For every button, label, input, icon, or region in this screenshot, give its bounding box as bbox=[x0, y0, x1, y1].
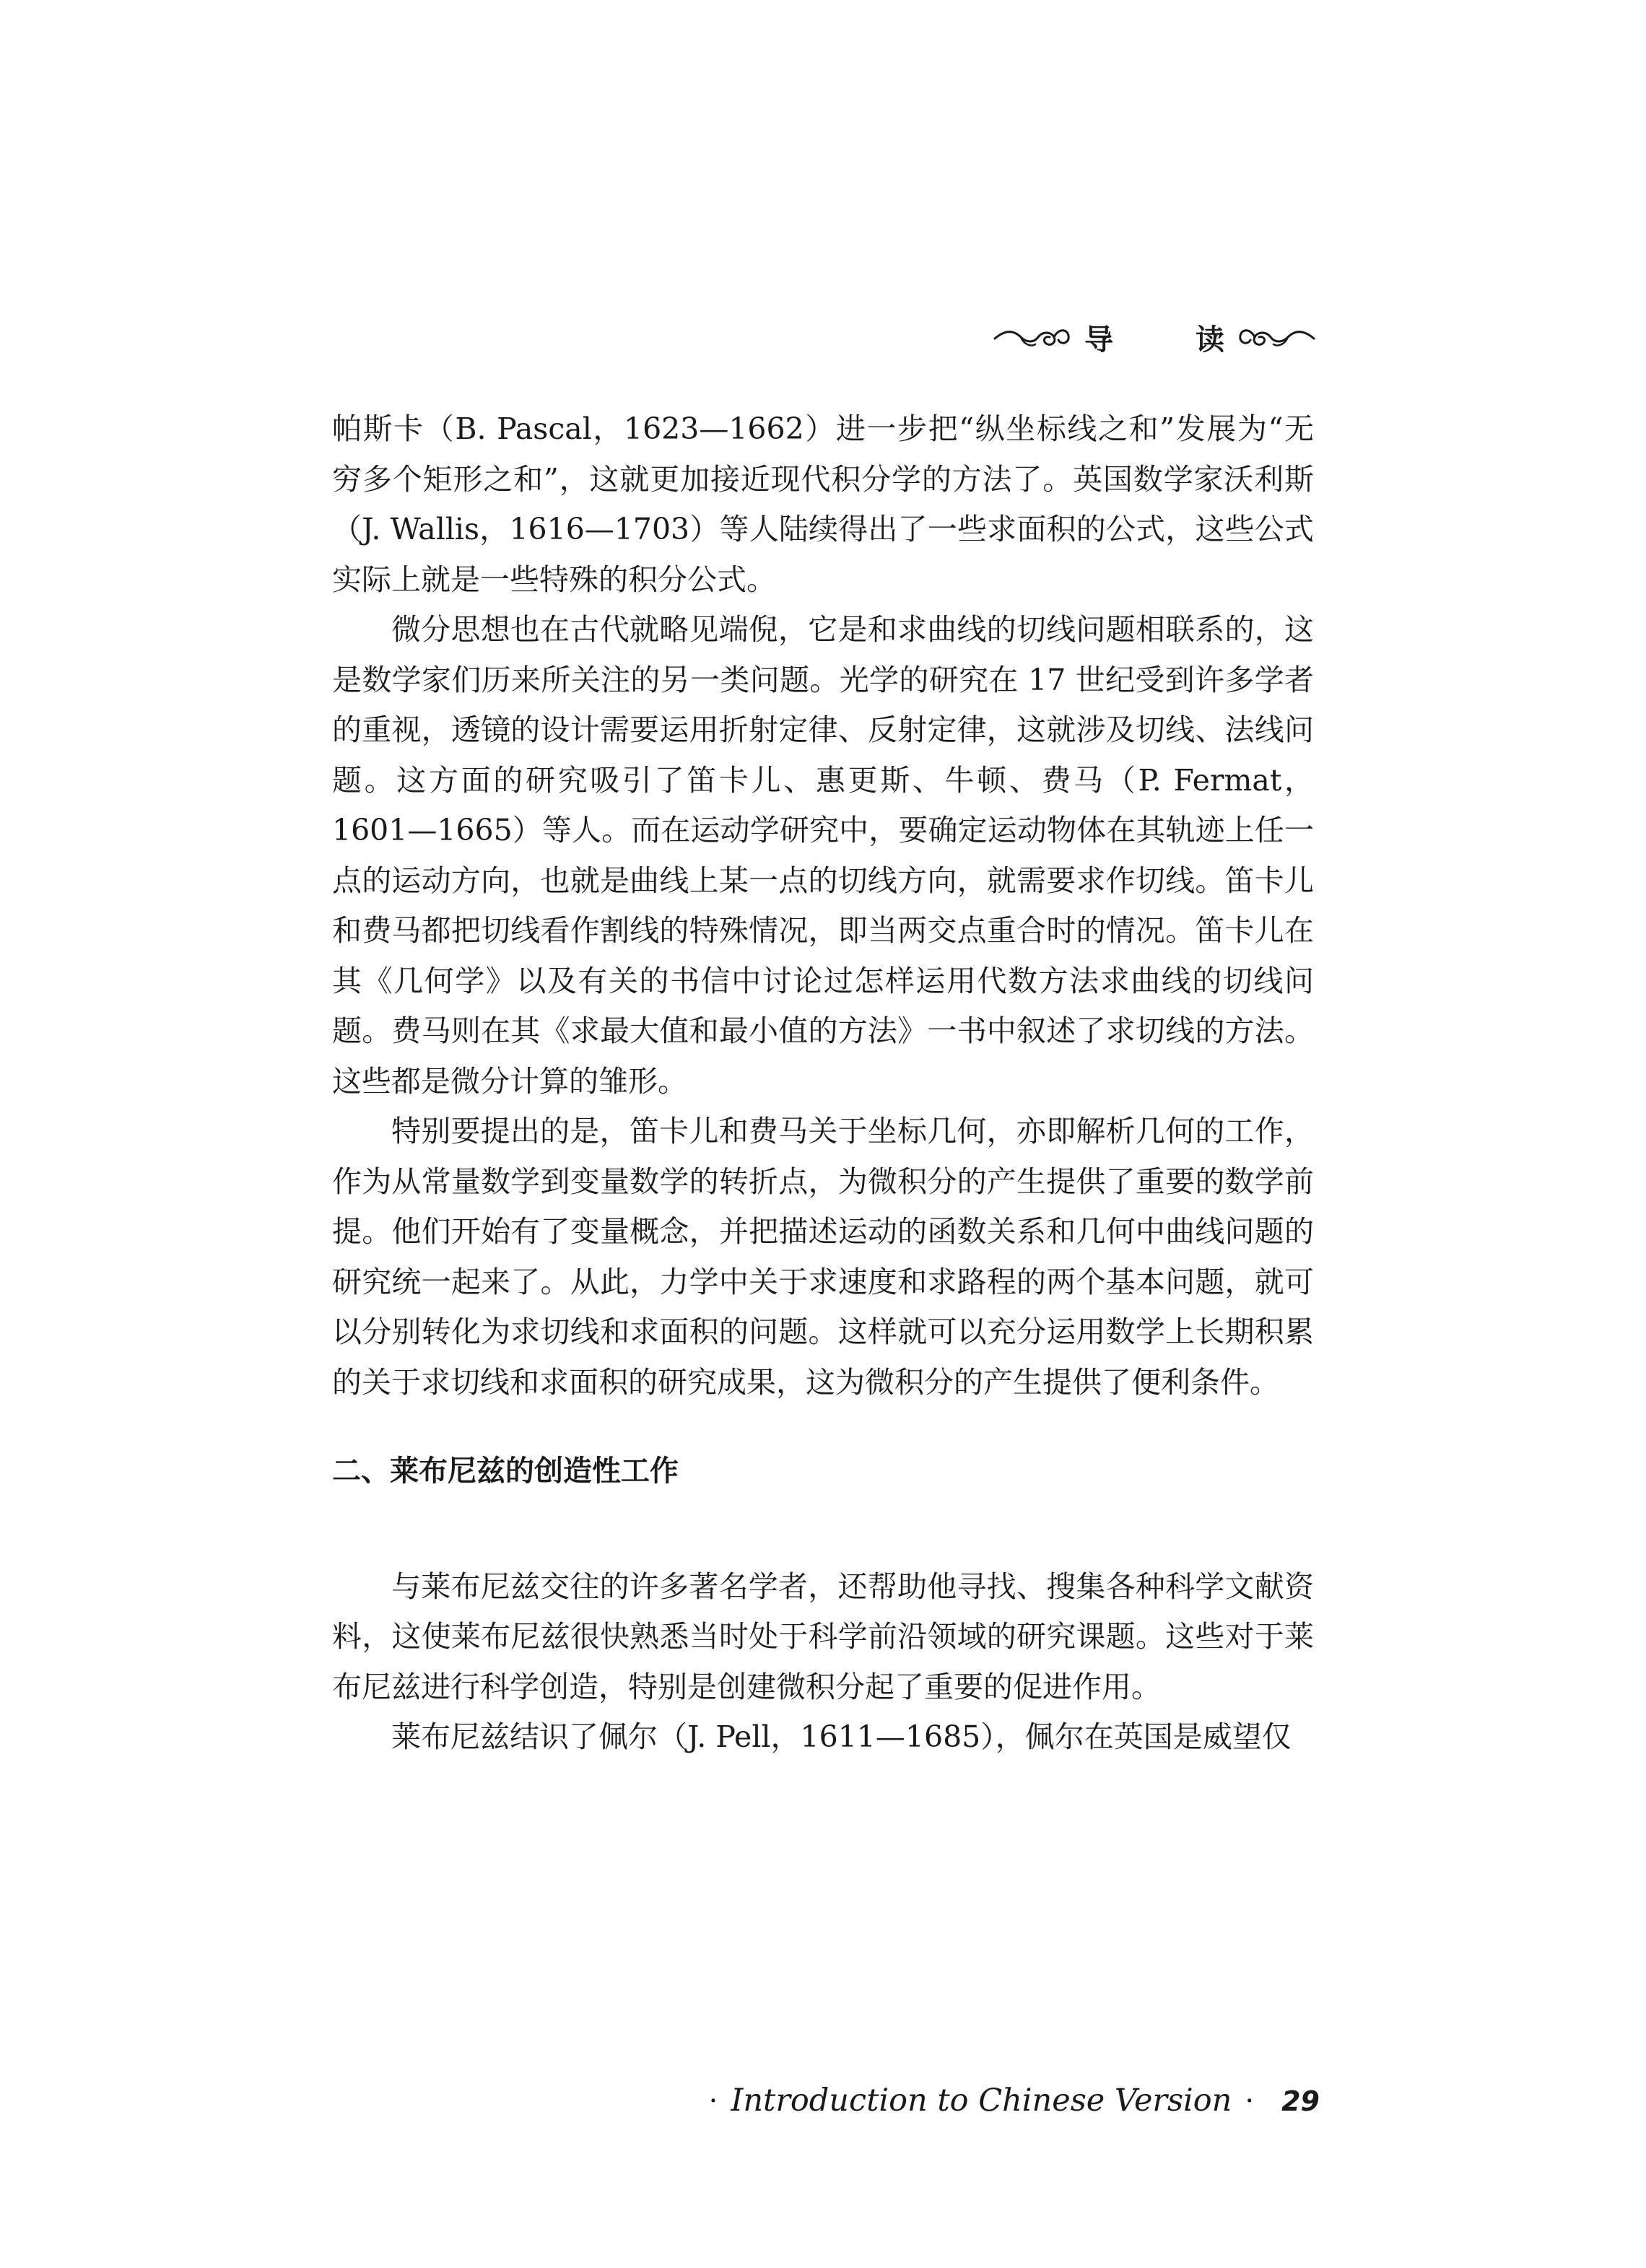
paragraph: 特别要提出的是，笛卡儿和费马关于坐标几何，亦即解析几何的工作，作为从常量数学到变量数学的转折点，为微积分的产生提供了重要的数学前提。他们开始有了变量概念，并把描述运动的函数关系和几何中曲线问题的研究统一起来了。从此，力学中关于求速度和求路程的两个基本问题，就可以分别转化为求切线和求面积的问题。这样就可以充分运用数学上长期积累的关于求切线和求面积的研究成果，这为微积分的产生提供了便利条件。 bbox=[332, 1114, 1314, 1400]
paragraph: 与莱布尼兹交往的许多著名学者，还帮助他寻找、搜集各种科学文献资料，这使莱布尼兹很快熟悉当时处于科学前沿领域的研究课题。这些对于莱布尼兹进行科学创造，特别是创建微积分起了重要的促进作用。 bbox=[332, 1569, 1314, 1704]
footer-book-title: Introduction to Chinese Version bbox=[731, 2082, 1232, 2119]
running-header-title: 导 读 bbox=[1084, 323, 1260, 357]
paragraph: 帕斯卡（B. Pascal，1623—1662）进一步把“纵坐标线之和”发展为“无穷多个矩形之和”，这就更加接近现代积分学的方法了。英国数学家沃利斯（J. Wallis，1616—1703）等人陆续得出了一些求面积的公式，这些公式实际上就是一些特殊的积分公式。 bbox=[332, 411, 1314, 597]
footer-bullet: · bbox=[708, 2085, 718, 2118]
scroll-ornament-icon bbox=[1237, 323, 1317, 352]
section-heading: 二、莱布尼兹的创造性工作 bbox=[332, 1454, 679, 1488]
paragraph: 微分思想也在古代就略见端倪，它是和求曲线的切线问题相联系的，这是数学家们历来所关注的另一类问题。光学的研究在 17 世纪受到许多学者的重视，透镜的设计需要运用折射定律、反射定律，这就涉及切线、法线问题。这方面的研究吸引了笛卡儿、惠更斯、牛顿、费马（P. Fermat，1601—1665）等人。而在运动学研究中，要确定运动物体在其轨迹上任一点的运动方向，也就是曲线上某一点的切线方向，就需要求作切线。笛卡儿和费马都把切线看作割线的特殊情况，即当两交点重合时的情况。笛卡儿在其《几何学》以及有关的书信中讨论过怎样运用代数方法求曲线的切线问题。费马则在其《求最大值和最小值的方法》一书中叙述了求切线的方法。这些都是微分计算的雏形。 bbox=[332, 612, 1314, 1099]
paragraph: 莱布尼兹结识了佩尔（J. Pell，1611—1685），佩尔在英国是威望仅 bbox=[391, 1719, 1292, 1754]
scroll-ornament-icon bbox=[992, 323, 1071, 352]
running-header bbox=[992, 312, 1317, 362]
body-text bbox=[332, 404, 1314, 1763]
page-number: 29 bbox=[1281, 2085, 1320, 2117]
footer-bullet: · bbox=[1245, 2085, 1255, 2118]
page-footer bbox=[709, 2082, 1320, 2126]
